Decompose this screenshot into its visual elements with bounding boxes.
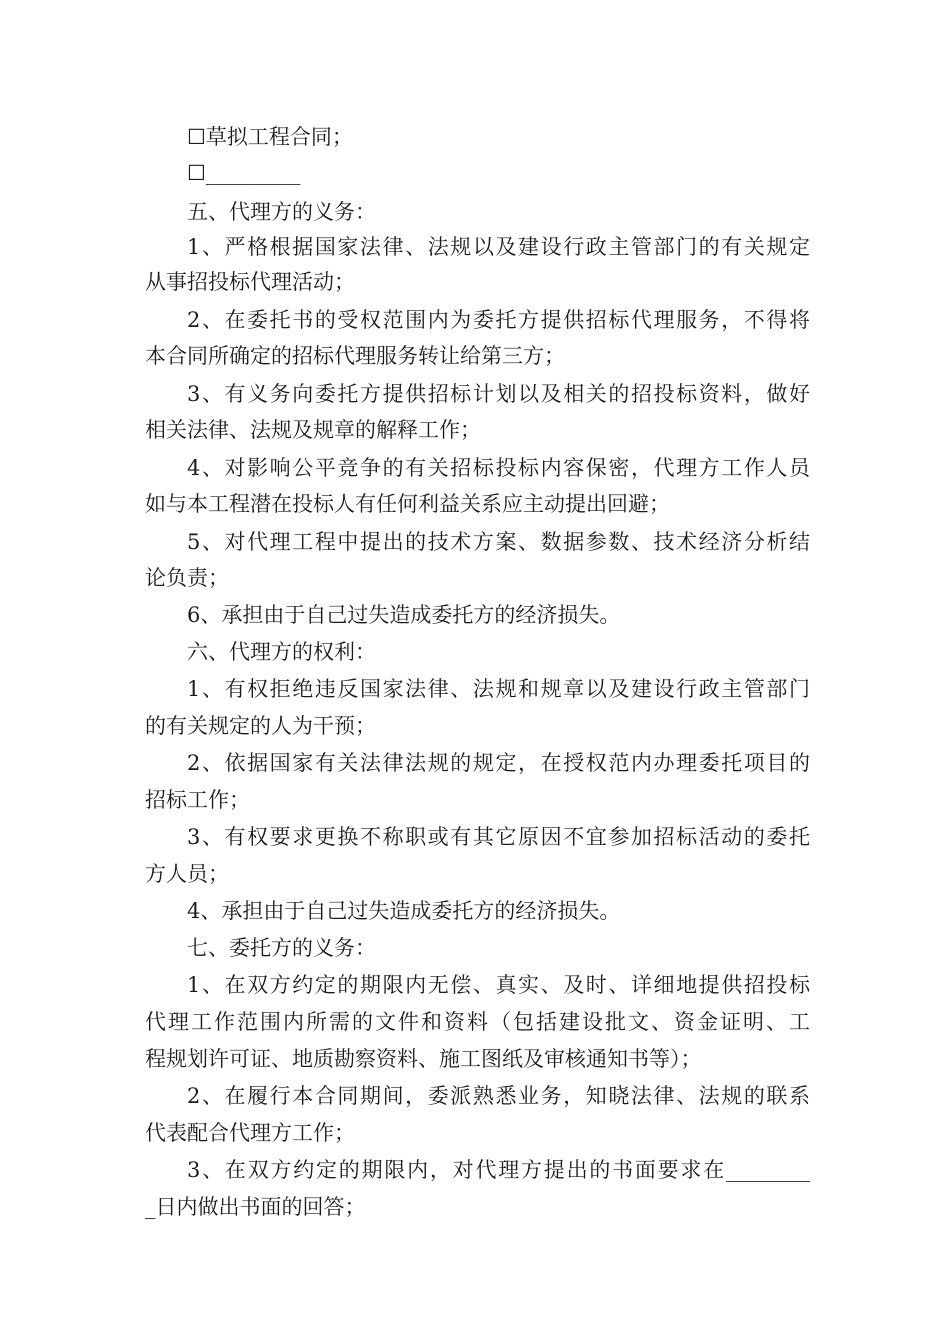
paragraph-line: 1、有权拒绝违反国家法律、法规和规章以及建设行政主管部门	[187, 677, 810, 701]
section-heading-client-obligations: 七、委托方的义务：	[187, 936, 376, 960]
paragraph-line: 4、对影响公平竞争的有关招标投标内容保密，代理方工作人员	[187, 456, 810, 480]
paragraph-line: 1、在双方约定的期限内无偿、真实、及时、详细地提供招投标	[187, 973, 810, 997]
paragraph-line: 方人员；	[145, 862, 229, 886]
paragraph-line: 招标工作；	[145, 788, 250, 812]
option-blank: ☐_________	[187, 161, 301, 185]
paragraph-line: 3、在双方约定的期限内，对代理方提出的书面要求在________	[187, 1158, 810, 1182]
paragraph-line: 2、在履行本合同期间，委派熟悉业务，知晓法律、法规的联系	[187, 1084, 810, 1108]
paragraph-line: 3、有权要求更换不称职或有其它原因不宜参加招标活动的委托	[187, 825, 810, 849]
paragraph-line: 4、承担由于自己过失造成委托方的经济损失。	[187, 899, 621, 923]
paragraph-line: 论负责；	[145, 566, 229, 590]
paragraph-line: 从事招投标代理活动；	[145, 270, 355, 294]
paragraph-line: 程规划许可证、地质勘察资料、施工图纸及审核通知书等）；	[145, 1047, 702, 1071]
paragraph-line: 5、对代理工程中提出的技术方案、数据参数、技术经济分析结	[187, 530, 810, 554]
paragraph-line: 2、在委托书的受权范围内为委托方提供招标代理服务，不得将	[187, 308, 810, 332]
paragraph-line: 如与本工程潜在投标人有任何利益关系应主动提出回避；	[145, 492, 670, 516]
paragraph-line: 2、依据国家有关法律法规的规定，在授权范内办理委托项目的	[187, 751, 810, 775]
paragraph-line: 6、承担由于自己过失造成委托方的经济损失。	[187, 603, 621, 627]
paragraph-line: 的有关规定的人为干预；	[145, 714, 376, 738]
paragraph-line: 3、有义务向委托方提供招标计划以及相关的招投标资料，做好	[187, 382, 810, 406]
paragraph-line: 相关法律、法规及规章的解释工作；	[145, 418, 481, 442]
option-draft-contract: ☐草拟工程合同；	[187, 125, 353, 149]
paragraph-line: 代表配合代理方工作；	[145, 1121, 355, 1145]
paragraph-line: 1、严格根据国家法律、法规以及建设行政主管部门的有关规定	[187, 235, 810, 259]
paragraph-line: 代理工作范围内所需的文件和资料（包括建设批文、资金证明、工	[145, 1010, 810, 1034]
paragraph-line: 本合同所确定的招标代理服务转让给第三方；	[145, 344, 565, 368]
section-heading-agent-obligations: 五、代理方的义务：	[187, 200, 376, 224]
section-heading-agent-rights: 六、代理方的权利：	[187, 640, 376, 664]
paragraph-line: _日内做出书面的回答；	[145, 1195, 366, 1219]
